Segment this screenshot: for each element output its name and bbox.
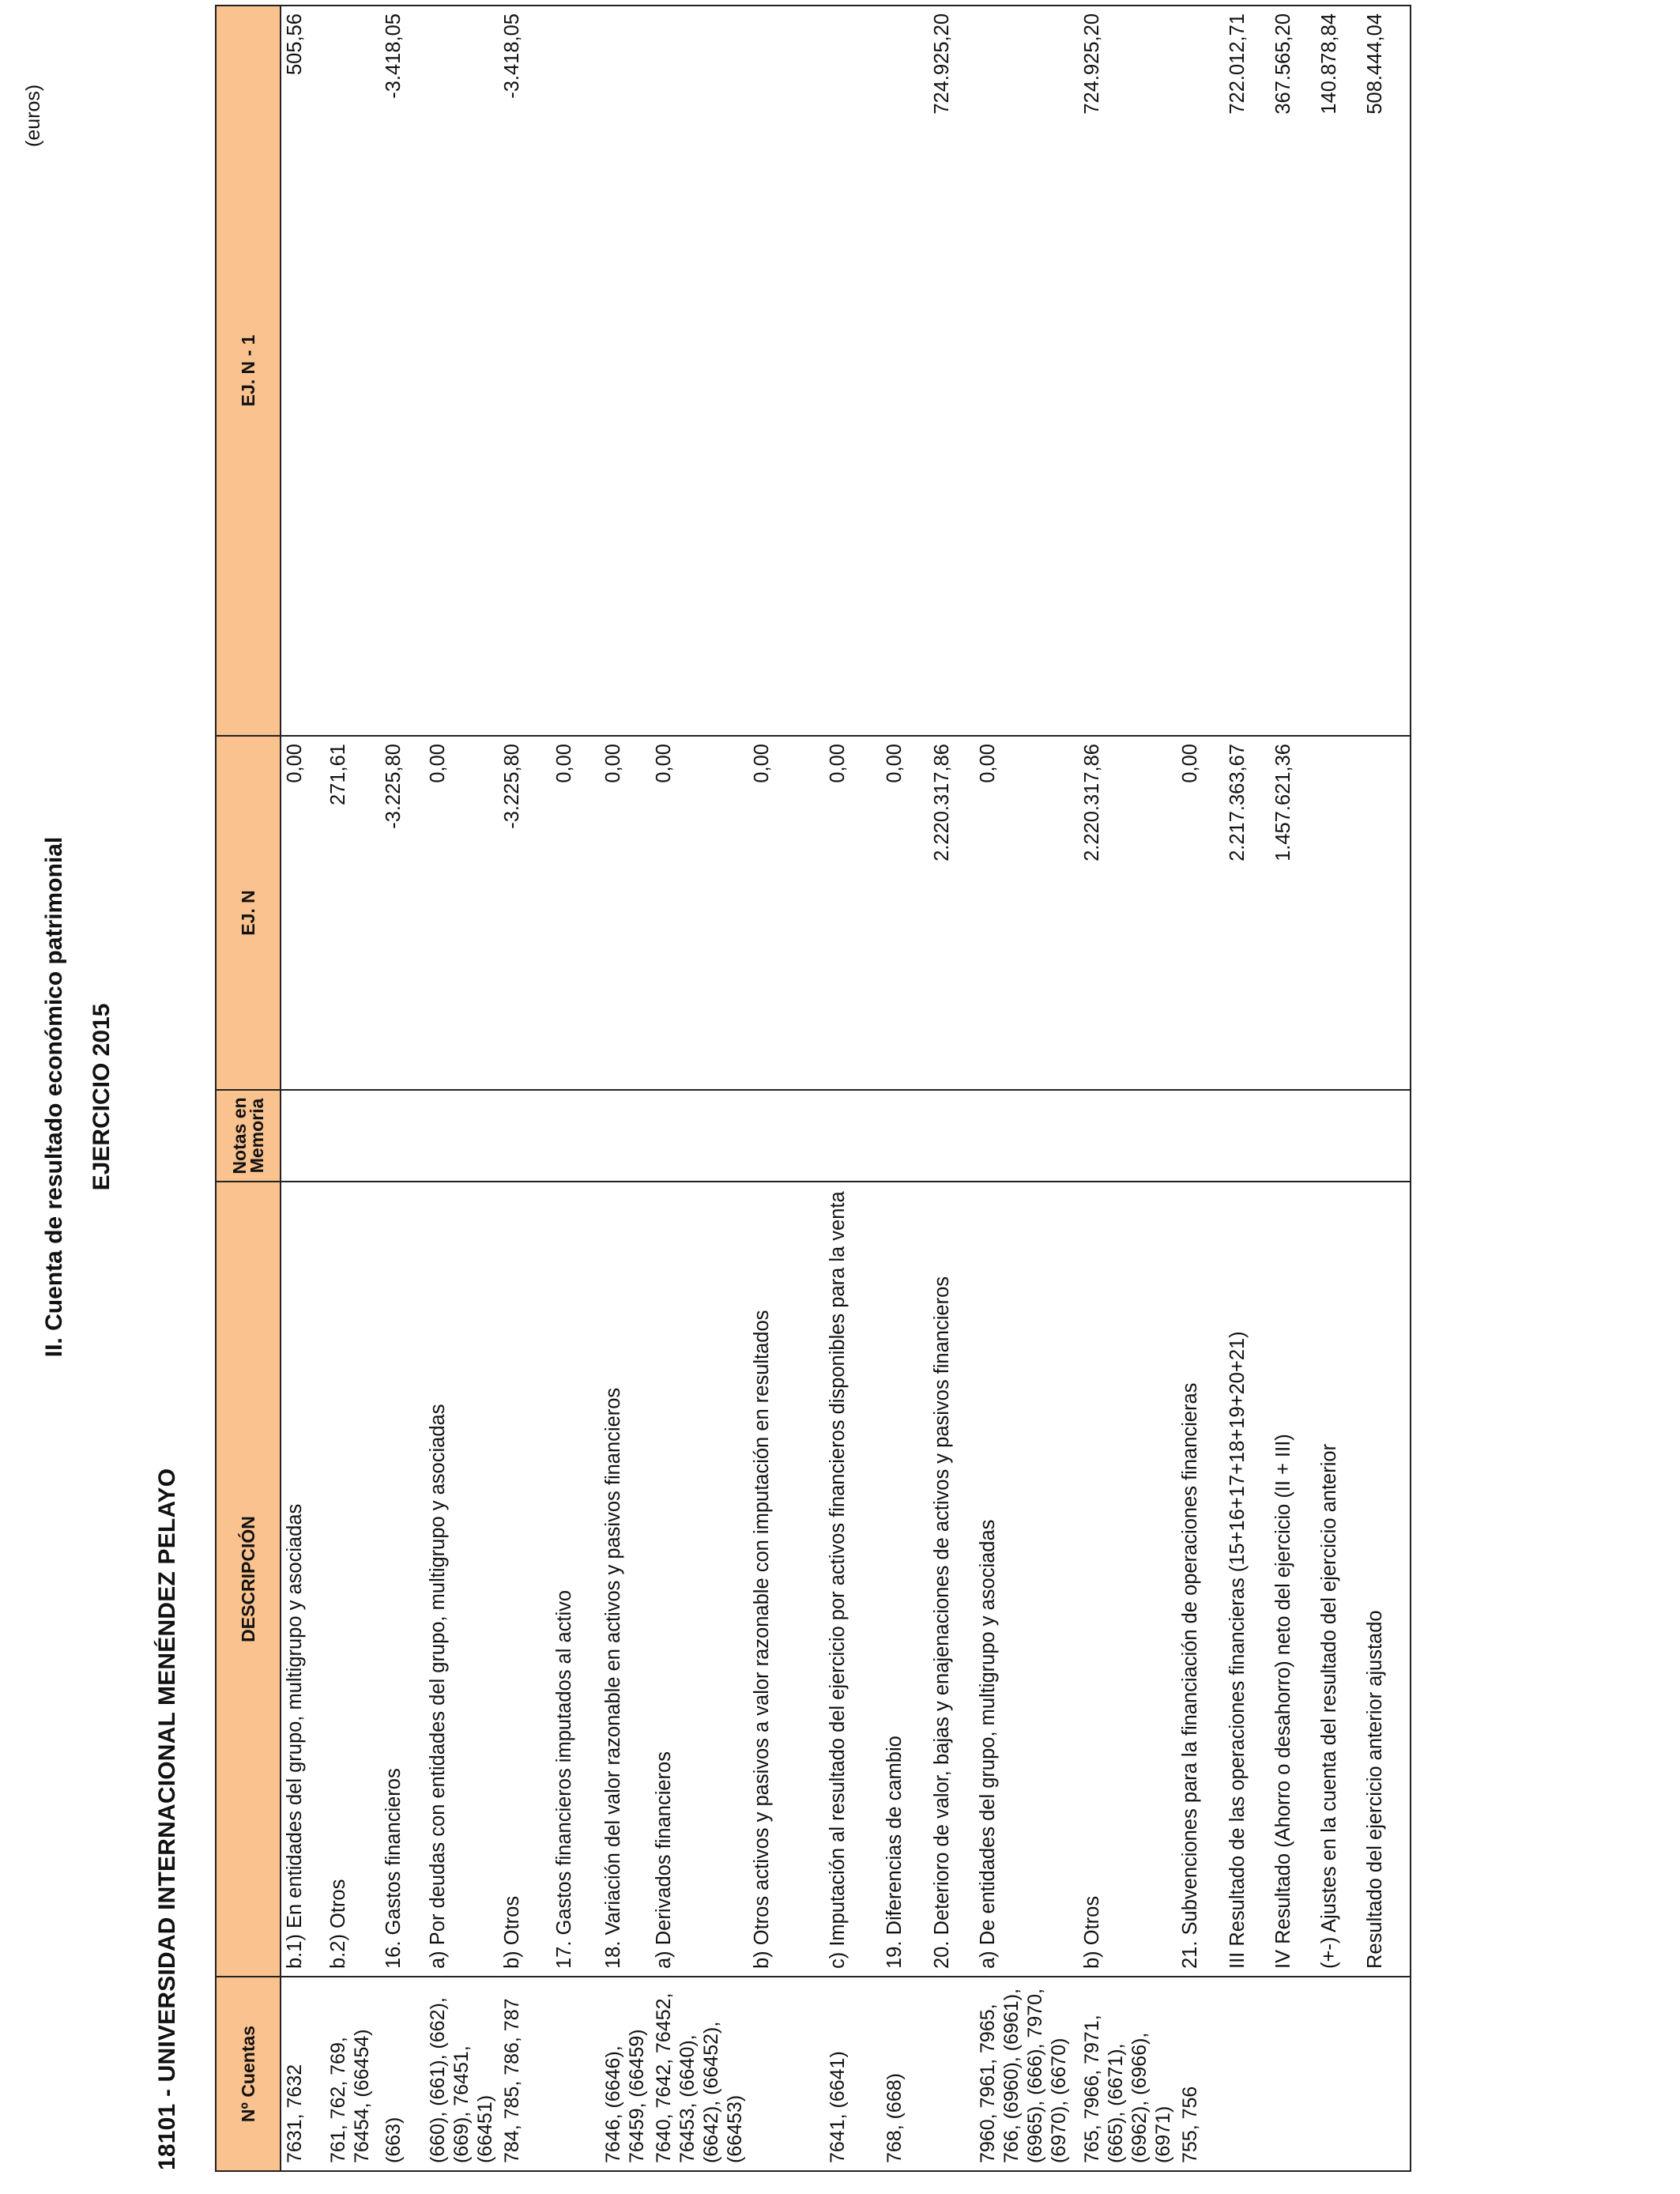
row-ej-n: 0,00 — [424, 736, 499, 1090]
table-row — [1224, 6, 1270, 2171]
row-ej-n: 0,00 — [748, 736, 824, 1090]
header-notes-line1: Notas en — [229, 1097, 250, 1174]
currency-unit: (euros) — [22, 84, 44, 147]
row-accounts: (660), (661), (662), (669), 76451, (66451) — [424, 1977, 499, 2171]
row-notes — [499, 1090, 551, 1182]
row-description: b.2) Otros — [325, 1182, 380, 1977]
row-ej-n: 0,00 — [824, 736, 881, 1090]
row-ej-n: 0,00 — [650, 736, 748, 1090]
row-description: 16. Gastos financieros — [380, 1182, 424, 1977]
row-accounts — [1270, 1977, 1316, 2171]
row-notes — [1362, 1090, 1411, 1182]
row-notes — [650, 1090, 748, 1182]
entity-name: 18101 - UNIVERSIDAD INTERNACIONAL MENÉNDEZ PELAYO — [154, 1468, 180, 2170]
row-description: a) Por deudas con entidades del grupo, multigrupo y asociadas — [424, 1182, 499, 1977]
row-ej-n — [1362, 736, 1411, 1090]
table-row — [824, 6, 881, 2171]
row-ej-n: 0,00 — [600, 736, 650, 1090]
row-ej-n: 2.217.363,67 — [1224, 736, 1270, 1090]
row-ej-n: 0,00 — [281, 736, 325, 1090]
row-description: 17. Gastos financieros imputados al activo — [551, 1182, 600, 1977]
report-subtitle: EJERCICIO 2015 — [89, 1003, 115, 1191]
row-ej-n1: 724.925,20 — [1079, 6, 1177, 736]
row-ej-n1: 140.878,84 — [1316, 6, 1362, 736]
row-description: a) Derivados financieros — [650, 1182, 748, 1977]
report-title: II. Cuenta de resultado económico patrimonial — [41, 836, 67, 1358]
row-accounts: 765, 7966, 7971, (665), (6671), (6962), (6966), (6971) — [1079, 1977, 1177, 2171]
row-notes — [600, 1090, 650, 1182]
row-description: IV Resultado (Ahorro o desahorro) neto del ejercicio (II + III) — [1270, 1182, 1316, 1977]
row-accounts: 784, 785, 786, 787 — [499, 1977, 551, 2171]
row-ej-n: 0,00 — [551, 736, 600, 1090]
row-ej-n1 — [424, 6, 499, 736]
row-ej-n1: 508.444,04 — [1362, 6, 1411, 736]
row-ej-n1: 722.012,71 — [1224, 6, 1270, 736]
table-row — [650, 6, 748, 2171]
table-row — [1177, 6, 1224, 2171]
row-description: 21. Subvenciones para la financiación de operaciones financieras — [1177, 1182, 1224, 1977]
table-row — [1316, 6, 1362, 2171]
row-notes — [748, 1090, 824, 1182]
row-ej-n1 — [650, 6, 748, 736]
header-ej-n: EJ. N — [216, 736, 281, 1090]
row-ej-n1: 367.565,20 — [1270, 6, 1316, 736]
row-description: 19. Diferencias de cambio — [881, 1182, 929, 1977]
row-notes — [380, 1090, 424, 1182]
row-description: 20. Deterioro de valor, bajas y enajenaciones de activos y pasivos financieros — [929, 1182, 974, 1977]
table-row — [499, 6, 551, 2171]
table-row — [1362, 6, 1411, 2171]
row-accounts: 7631, 7632 — [281, 1977, 325, 2171]
results-table — [215, 5, 1411, 2172]
row-ej-n1 — [325, 6, 380, 736]
row-ej-n: 0,00 — [974, 736, 1079, 1090]
row-accounts: 768, (668) — [881, 1977, 929, 2171]
row-ej-n1 — [824, 6, 881, 736]
table-row — [929, 6, 974, 2171]
table-row — [974, 6, 1079, 2171]
row-ej-n — [1316, 736, 1362, 1090]
row-ej-n1 — [881, 6, 929, 736]
table-row — [748, 6, 824, 2171]
row-ej-n1: 724.925,20 — [929, 6, 974, 736]
row-notes — [824, 1090, 881, 1182]
row-accounts: (663) — [380, 1977, 424, 2171]
row-accounts: 7640, 7642, 76452, 76453, (6640), (6642), (66452), (66453) — [650, 1977, 748, 2171]
row-description: b) Otros activos y pasivos a valor razonable con imputación en resultados — [748, 1182, 824, 1977]
header-cuentas: Nº Cuentas — [216, 1977, 281, 2171]
row-ej-n: 271,61 — [325, 736, 380, 1090]
row-accounts: 7641, (6641) — [824, 1977, 881, 2171]
header-notes-line2: Memoria — [247, 1098, 267, 1174]
row-accounts: 7960, 7961, 7965, 766, (6960), (6961), (6965), (666), 7970, (6970), (6670) — [974, 1977, 1079, 2171]
row-accounts — [1316, 1977, 1362, 2171]
table-row — [281, 6, 325, 2171]
row-ej-n1 — [748, 6, 824, 736]
row-ej-n1 — [600, 6, 650, 736]
table-body — [281, 6, 1411, 2171]
row-accounts — [1362, 1977, 1411, 2171]
row-ej-n: 0,00 — [881, 736, 929, 1090]
table-row — [551, 6, 600, 2171]
row-ej-n: 1.457.621,36 — [1270, 736, 1316, 1090]
row-ej-n1 — [974, 6, 1079, 736]
row-ej-n1: 505,56 — [281, 6, 325, 736]
row-ej-n: 0,00 — [1177, 736, 1224, 1090]
table-row — [380, 6, 424, 2171]
row-ej-n: 2.220.317,86 — [1079, 736, 1177, 1090]
row-notes — [424, 1090, 499, 1182]
row-notes — [281, 1090, 325, 1182]
row-ej-n: -3.225,80 — [499, 736, 551, 1090]
table-row — [325, 6, 380, 2171]
row-description: III Resultado de las operaciones financieras (15+16+17+18+19+20+21) — [1224, 1182, 1270, 1977]
row-notes — [551, 1090, 600, 1182]
row-ej-n: -3.225,80 — [380, 736, 424, 1090]
row-notes — [1079, 1090, 1177, 1182]
header-descripcion: DESCRIPCIÓN — [216, 1182, 281, 1977]
row-accounts: 761, 762, 769, 76454, (66454) — [325, 1977, 380, 2171]
row-accounts — [748, 1977, 824, 2171]
row-accounts — [1224, 1977, 1270, 2171]
row-accounts: 755, 756 — [1177, 1977, 1224, 2171]
header-ej-n1: EJ. N - 1 — [216, 6, 281, 736]
row-notes — [1224, 1090, 1270, 1182]
row-ej-n: 2.220.317,86 — [929, 736, 974, 1090]
row-description: a) De entidades del grupo, multigrupo y asociadas — [974, 1182, 1079, 1977]
row-ej-n1: -3.418,05 — [380, 6, 424, 736]
row-notes — [929, 1090, 974, 1182]
header-row — [216, 6, 281, 2171]
table-row — [424, 6, 499, 2171]
row-accounts — [929, 1977, 974, 2171]
row-notes — [881, 1090, 929, 1182]
row-notes — [1316, 1090, 1362, 1182]
table-row — [1270, 6, 1316, 2171]
row-ej-n1 — [1177, 6, 1224, 736]
table-row — [1079, 6, 1177, 2171]
row-notes — [974, 1090, 1079, 1182]
row-notes — [1270, 1090, 1316, 1182]
row-description: 18. Variación del valor razonable en activos y pasivos financieros — [600, 1182, 650, 1977]
row-notes — [325, 1090, 380, 1182]
row-ej-n1: -3.418,05 — [499, 6, 551, 736]
table-row — [881, 6, 929, 2171]
row-notes — [1177, 1090, 1224, 1182]
row-description: Resultado del ejercicio anterior ajustado — [1362, 1182, 1411, 1977]
row-description: b) Otros — [499, 1182, 551, 1977]
table-row — [600, 6, 650, 2171]
row-description: c) Imputación al resultado del ejercicio por activos financieros disponibles para la venta — [824, 1182, 881, 1977]
row-accounts: 7646, (6646), 76459, (66459) — [600, 1977, 650, 2171]
row-ej-n1 — [551, 6, 600, 736]
header-notes — [216, 1090, 281, 1182]
row-description: b) Otros — [1079, 1182, 1177, 1977]
row-description: (+-) Ajustes en la cuenta del resultado del ejercicio anterior — [1316, 1182, 1362, 1977]
row-description: b.1) En entidades del grupo, multigrupo y asociadas — [281, 1182, 325, 1977]
row-accounts — [551, 1977, 600, 2171]
